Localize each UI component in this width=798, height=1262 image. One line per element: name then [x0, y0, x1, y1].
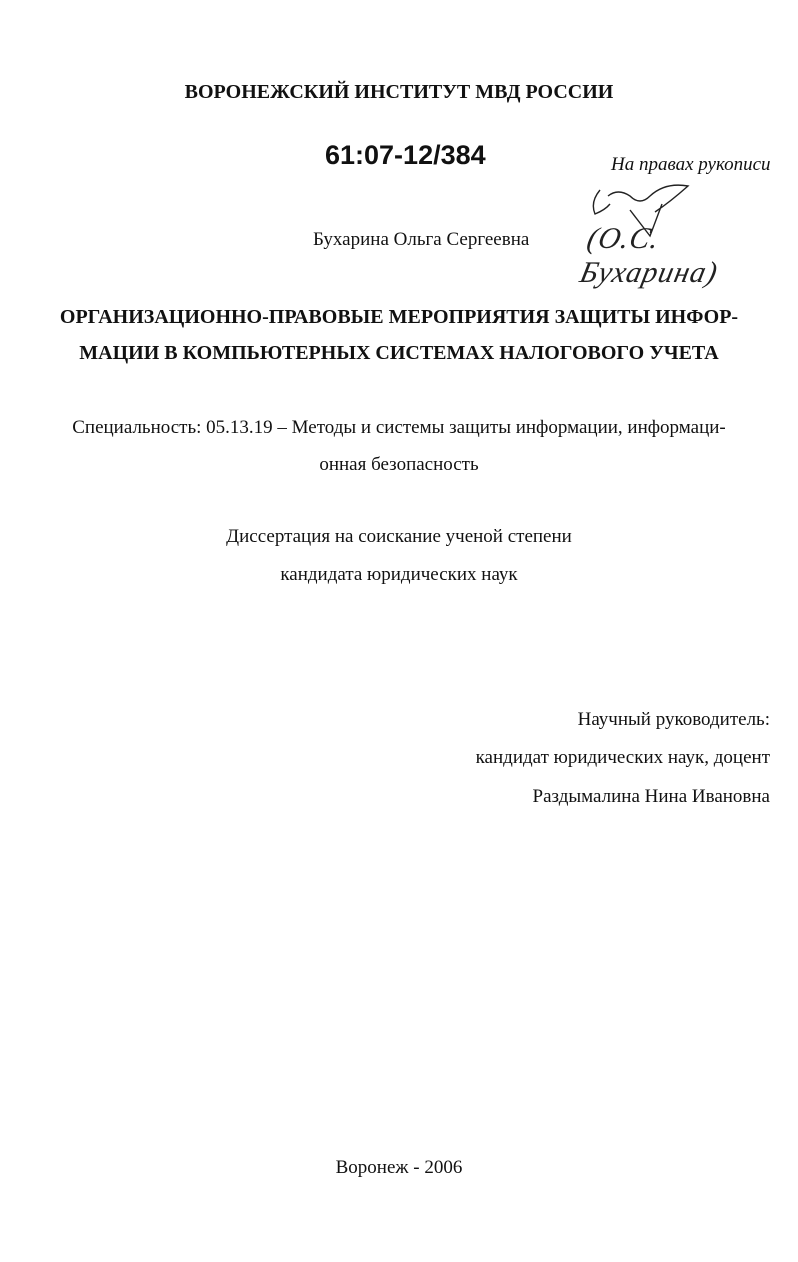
signature-text: (О.С. Бухарина) [576, 222, 722, 289]
institution-name: ВОРОНЕЖСКИЙ ИНСТИТУТ МВД РОССИИ [184, 81, 614, 103]
author-name: Бухарина Ольга Сергеевна [313, 229, 530, 250]
specialty-line-2: онная безопасность [319, 454, 479, 475]
advisor-credentials: кандидат юридических наук, доцент [475, 747, 770, 768]
manuscript-note: На правах рукописи [611, 154, 771, 175]
advisor-label: Научный руководитель: [577, 709, 770, 730]
specialty-line-1: Специальность: 05.13.19 – Методы и системы защиты информации, информаци- [72, 417, 726, 438]
degree-line-1: Диссертация на соискание ученой степени [226, 526, 572, 547]
degree-line-2: кандидата юридических наук [280, 564, 518, 585]
title-line-1: ОРГАНИЗАЦИОННО-ПРАВОВЫЕ МЕРОПРИЯТИЯ ЗАЩИТЫ ИНФОР- [59, 306, 739, 328]
title-line-2: МАЦИИ В КОМПЬЮТЕРНЫХ СИСТЕМАХ НАЛОГОВОГО УЧЕТА [79, 342, 719, 364]
catalog-code: 61:07-12/384 [325, 140, 486, 170]
advisor-name: Раздымалина Нина Ивановна [532, 786, 770, 807]
place-year: Воронеж - 2006 [335, 1157, 463, 1178]
